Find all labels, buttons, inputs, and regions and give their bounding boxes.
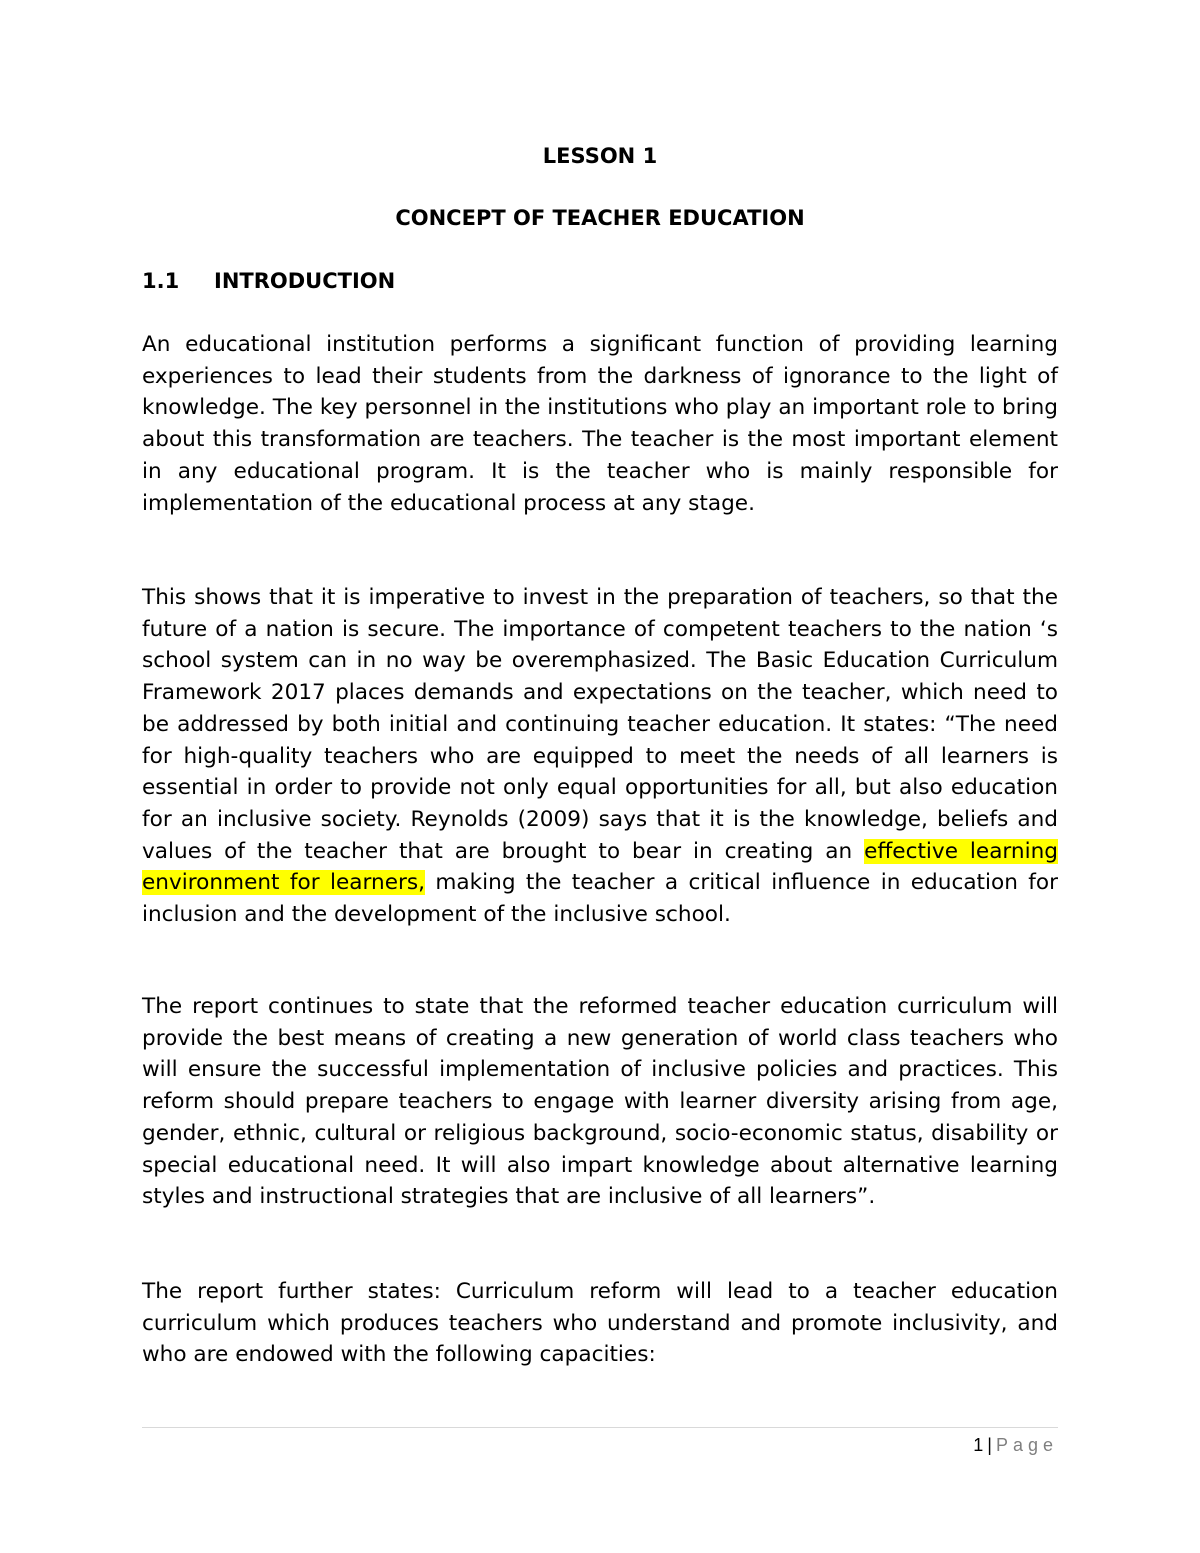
paragraph-investment [142,582,1058,931]
paragraph-report-further: The report further states: Curriculum reform will lead to a teacher education curriculum which produces teachers who understand and promote inclusivity, and who are endowed with the following capacities: [142,1279,1058,1368]
paragraph-text-before-highlight: This shows that it is imperative to invest in the preparation of teachers, so that the future of a nation is secure. The importance of competent teachers to the nation ‘s school system can in no way be overemphasized. The Basic Education Curriculum Framework 2017 places demands and expectations on the teacher, which need to be addressed by both initial and continuing teacher education. It states: “The need for high-quality teachers who are equipped to meet the needs of all learners is essential in order to provide not only equal opportunities for all, but also education for an inclusive society. Reynolds (2009) says that it is the knowledge, beliefs and values of the teacher that are brought to bear in creating an [142,585,1058,864]
paragraph-introduction: An educational institution performs a significant function of providing learning experiences to lead their students from the darkness of ignorance to the light of knowledge. The key personnel in the institutions who play an important role to bring about this transformation are teachers. The teacher is the most important element in any educational program. It is the teacher who is mainly responsible for implementation of the educational process at any stage. [142,332,1058,516]
lesson-title: LESSON 1 [542,144,658,168]
highlighted-text: effective learning environment for learners, [142,838,1059,896]
footer-divider [142,1427,1058,1428]
page-footer [973,1433,1058,1457]
paragraph-text-after-highlight: making the teacher a critical influence in education for inclusion and the development of the inclusive school. [142,870,1059,928]
paragraph-report-continues: The report continues to state that the reformed teacher education curriculum will provide the best means of creating a new generation of world class teachers who will ensure the successful implementation of inclusive policies and practices. This reform should prepare teachers to engage with learner diversity arising from age, gender, ethnic, cultural or religious background, socio-economic status, disability or special educational need. It will also impart knowledge about alternative learning styles and instructional strategies that are inclusive of all learners”. [142,994,1058,1210]
page-number: 1 [973,1435,984,1455]
page-label: Page [995,1435,1058,1455]
chapter-title: CONCEPT OF TEACHER EDUCATION [395,206,805,230]
section-title: INTRODUCTION [214,269,396,293]
section-heading [142,267,395,295]
footer-separator: | [987,1435,992,1455]
section-number: 1.1 [142,269,180,293]
